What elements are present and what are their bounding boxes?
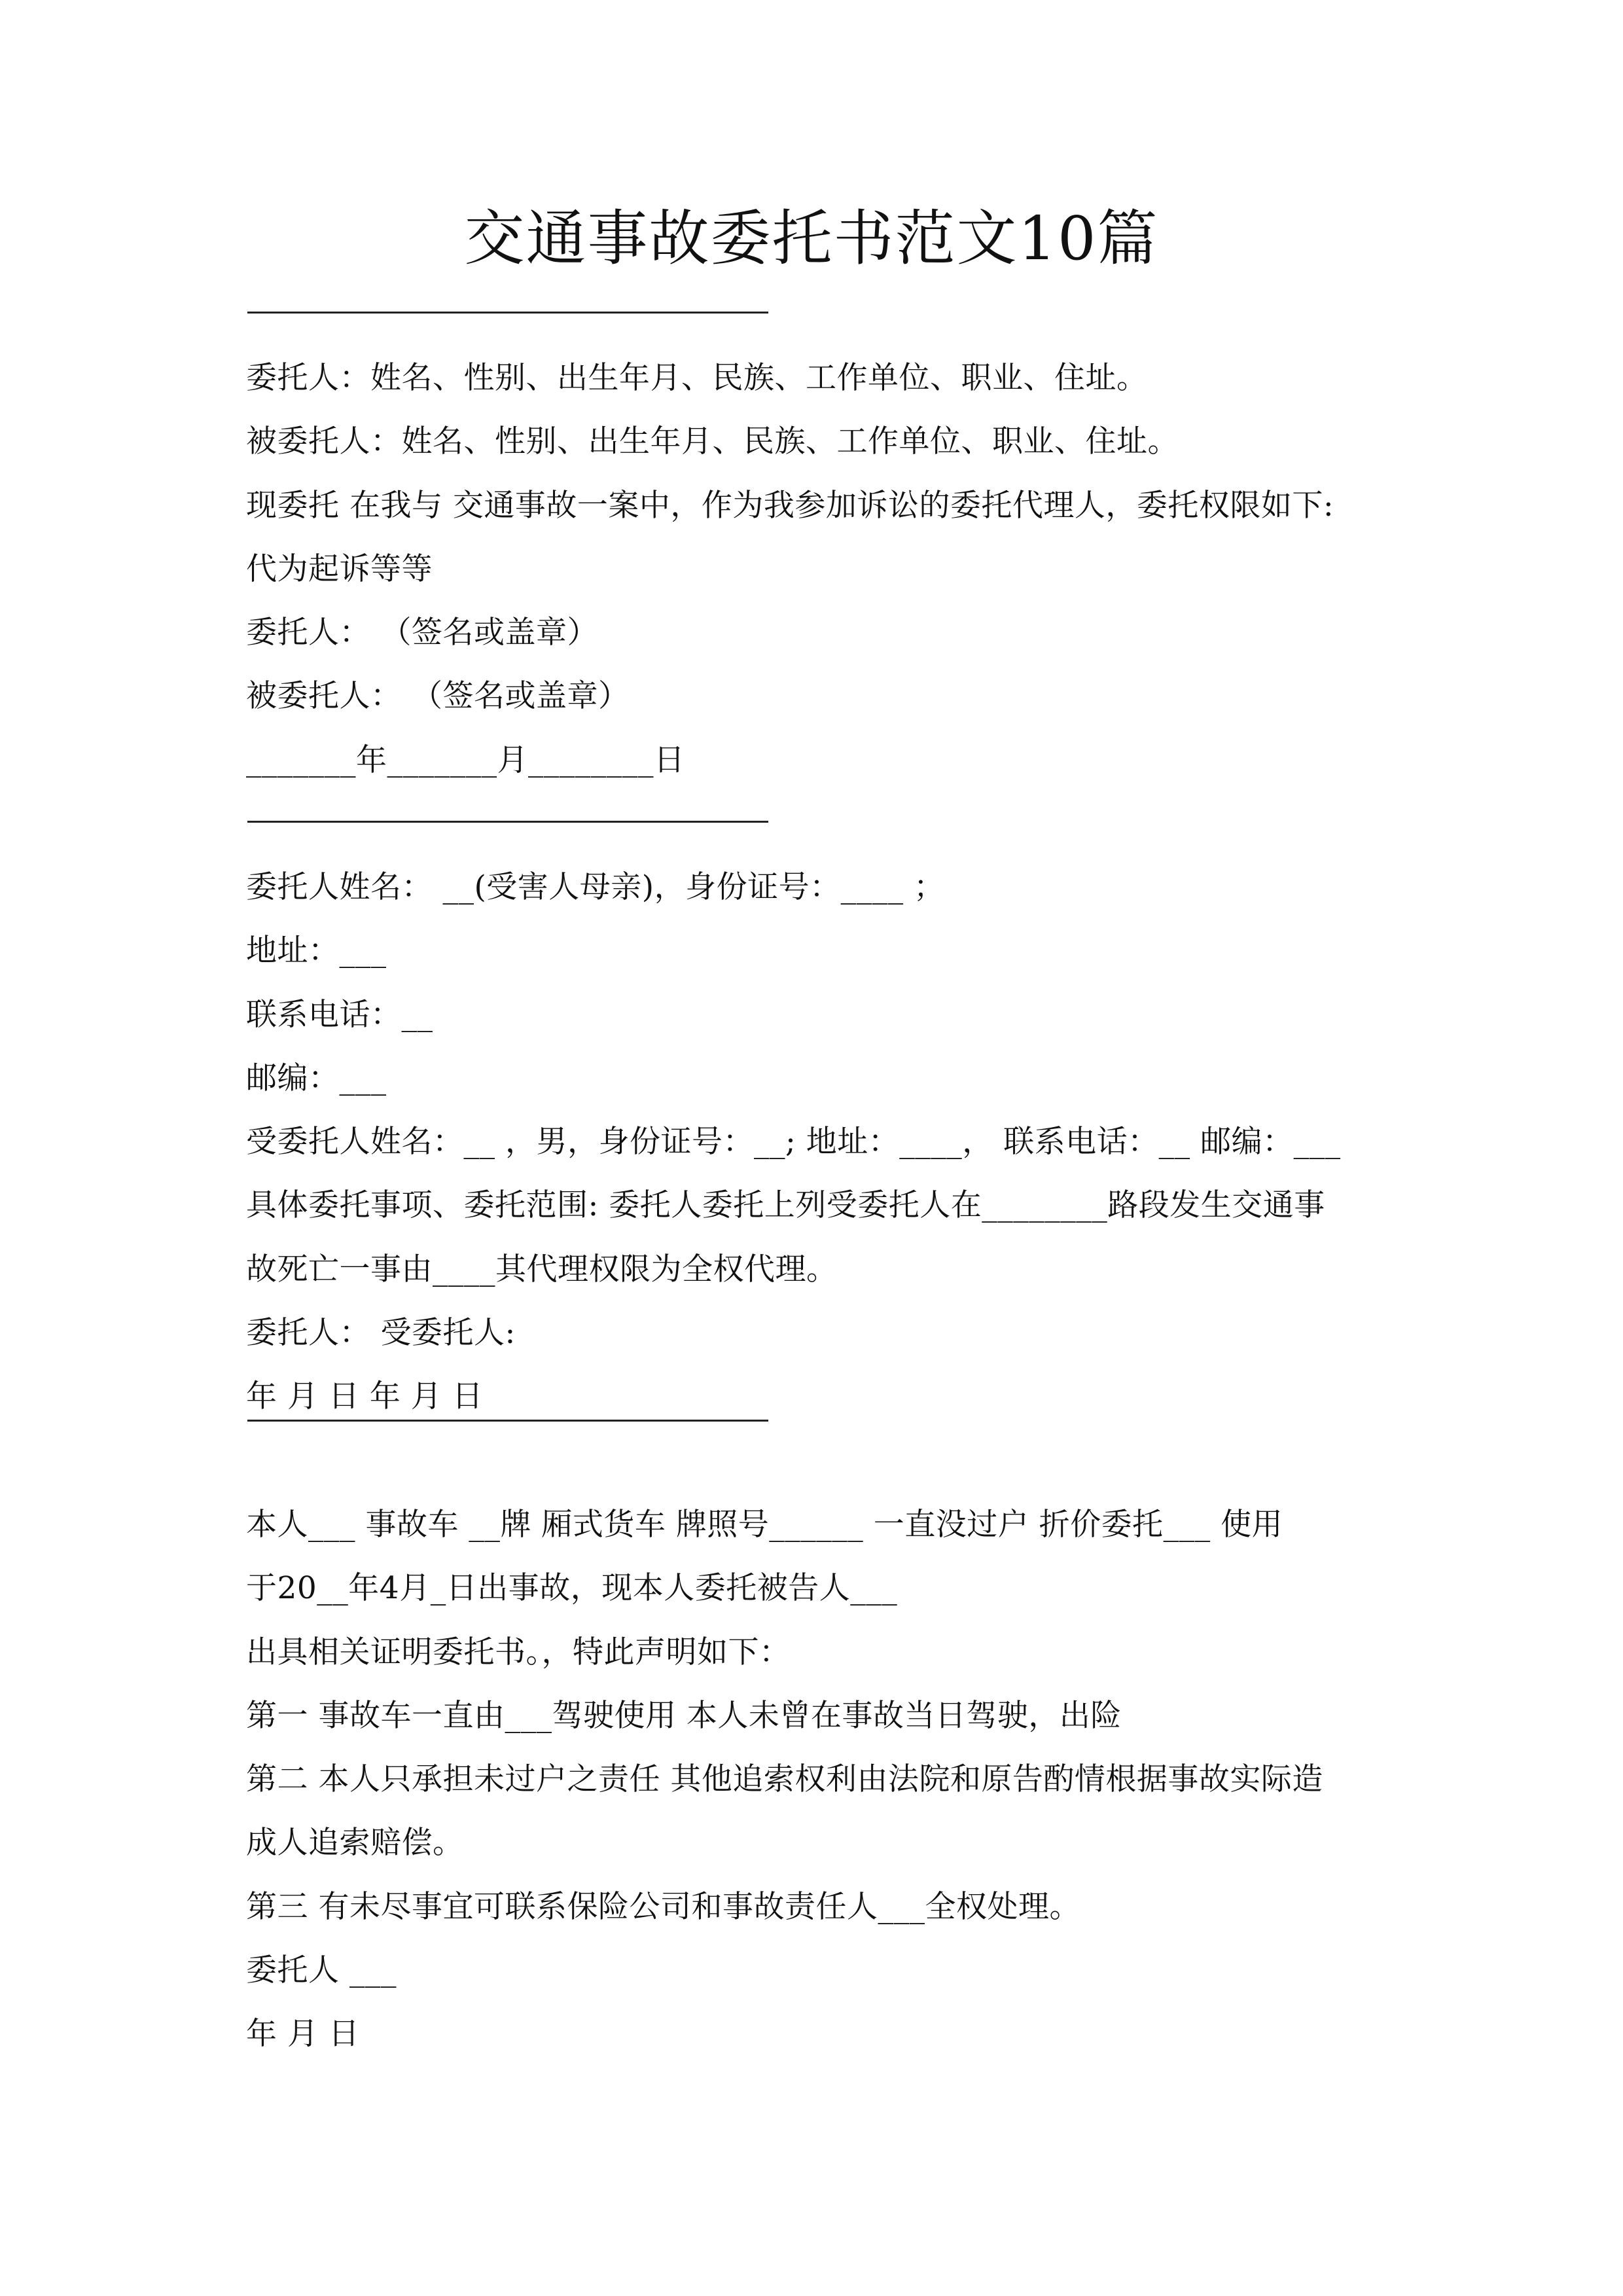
text-line: 委托人 ___ <box>246 1952 397 1989</box>
section-divider <box>247 312 768 314</box>
text-line: 年 月 日 <box>246 2016 360 2053</box>
text-line: 第二 本人只承担未过户之责任 其他追索权利由法院和原告酌情根据事故实际造 <box>246 1761 1323 1798</box>
text-line: 出具相关证明委托书。，特此声明如下： <box>246 1634 791 1670</box>
text-line: 于20__年4月_日出事故，现本人委托被告人___ <box>246 1570 898 1607</box>
text-line: 现委托 在我与 交通事故一案中，作为我参加诉讼的委托代理人，委托权限如下: <box>246 487 1334 524</box>
section-divider <box>247 1420 768 1422</box>
text-line: 委托人： 受委托人: <box>246 1315 516 1352</box>
text-line: 代为起诉等等 <box>246 550 433 587</box>
text-line: 被委托人： （签名或盖章） <box>246 678 630 715</box>
section-divider <box>247 821 768 823</box>
text-line: 具体委托事项、委托范围: 委托人委托上列受委托人在________路段发生交通事 <box>246 1187 1325 1224</box>
section-1 <box>246 346 1385 792</box>
text-line: 故死亡一事由____其代理权限为全权代理。 <box>246 1251 838 1287</box>
text-line: 联系电话：__ <box>246 996 433 1033</box>
section-3 <box>246 1493 1385 2066</box>
text-line: 邮编：___ <box>246 1060 387 1096</box>
text-line: 本人___ 事故车 __牌 厢式货车 牌照号______ 一直没过户 折价委托___ 使用 <box>246 1507 1283 1543</box>
text-line: 委托人： （签名或盖章） <box>246 615 598 651</box>
document-title: 交通事故委托书范文10篇 <box>464 204 1159 274</box>
text-line: 第三 有未尽事宜可联系保险公司和事故责任人___全权处理。 <box>246 1888 1080 1925</box>
text-line: 受委托人姓名：__ ，男，身份证号：__; 地址：____， 联系电话：__ 邮编：___ <box>246 1124 1341 1160</box>
text-line: 年 月 日 年 月 日 <box>246 1378 484 1415</box>
text-line: _______年_______月________日 <box>246 742 685 778</box>
text-line: 第一 事故车一直由___驾驶使用 本人未曾在事故当日驾驶，出险 <box>246 1697 1122 1734</box>
text-line: 被委托人：姓名、性别、出生年月、民族、工作单位、职业、住址。 <box>246 423 1179 460</box>
text-line: 委托人：姓名、性别、出生年月、民族、工作单位、职业、住址。 <box>246 360 1148 396</box>
text-line: 委托人姓名： __(受害人母亲)，身份证号：____ ； <box>246 869 945 905</box>
text-line: 成人追索赔偿。 <box>246 1825 464 1861</box>
section-2 <box>246 855 1385 1429</box>
text-line: 地址：___ <box>246 933 387 969</box>
